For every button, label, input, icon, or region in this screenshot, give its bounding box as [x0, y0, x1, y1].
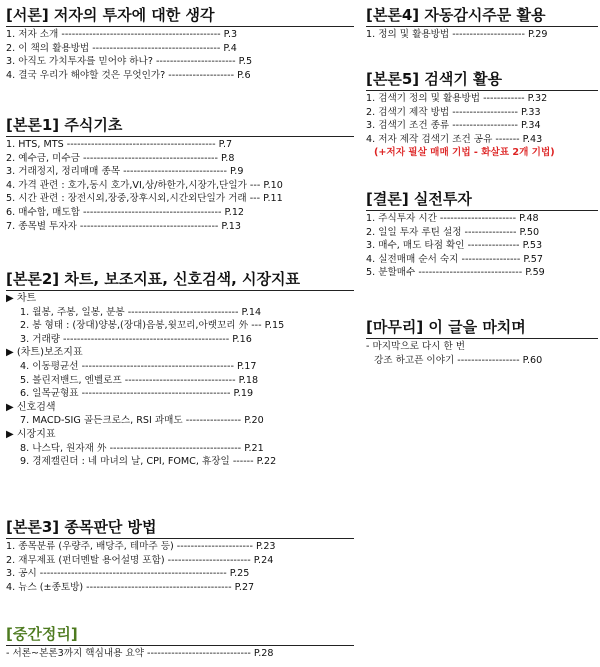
toc-entry: 5. 볼린저밴드, 엔벨로프 -------------------------------- P.18 — [20, 374, 259, 386]
toc-entry: 4. 이동평균선 -------------------------------------------- P.17 — [20, 360, 257, 372]
toc-entry: 5. 시간 관련 : 장전시외,장중,장후시외,시간외단일가 거래 --- P.11 — [6, 193, 283, 205]
toc-entry: 1. 검색기 정의 및 활용방법 ------------ P.32 — [366, 93, 548, 104]
section-intro — [6, 6, 354, 82]
toc-entry: 6. 매수합, 매도합 ---------------------------------------- P.12 — [6, 206, 245, 218]
toc-entry: 4. 가격 관련 : 호가,동시 호가,VI,상/하한가,시장가,단일가 --- P.10 — [6, 179, 283, 191]
toc-entry: 7. MACD-SIG 골든크로스, RSI 과매도 ---------------- P.20 — [20, 415, 264, 427]
toc-entry: 3. 공시 ------------------------------------------------------ P.25 — [6, 568, 250, 580]
section-title: [본론3] 종목판단 방법 — [6, 518, 354, 539]
toc-entry: 1. 월봉, 주봉, 일봉, 분봉 -------------------------------- P.14 — [20, 306, 262, 318]
toc-entry: 1. 정의 및 활용방법 --------------------- P.29 — [366, 29, 548, 40]
group-heading: ▶ 시장지표 — [6, 428, 56, 440]
toc-entry: 2. 검색기 제작 방법 ------------------- P.33 — [366, 106, 541, 118]
toc-entry: 1. 주식투자 시간 ---------------------- P.48 — [366, 213, 539, 224]
section-body3 — [6, 518, 354, 594]
toc-entry: 2. 예수금, 미수금 --------------------------------------- P.8 — [6, 152, 235, 164]
toc-entry: 9. 경제캘린더 : 네 마녀의 날, CPI, FOMC, 휴장일 ------ P.22 — [20, 456, 277, 468]
section-title: [본론4] 자동감시주문 활용 — [366, 6, 598, 27]
section-title: [중간정리] — [6, 625, 354, 646]
highlight-note: (+저자 필살 매매 기법 - 화살표 2개 기법) — [374, 147, 555, 159]
toc-entry: 2. 이 책의 활용방법 ------------------------------------- P.4 — [6, 42, 237, 54]
section-midsum — [6, 625, 354, 661]
section-body1 — [6, 116, 354, 233]
toc-entry: 강조 하고픈 이야기 ------------------ P.60 — [374, 354, 543, 366]
toc-entry: 7. 종목별 투자자 ---------------------------------------- P.13 — [6, 220, 241, 232]
toc-entry: 5. 분할매수 ------------------------------ P.59 — [366, 267, 545, 279]
toc-entry: 2. 일일 투자 루틴 설정 --------------- P.50 — [366, 226, 540, 238]
toc-entry: 3. 거래정지, 정리매매 종목 ------------------------------ P.9 — [6, 166, 244, 178]
toc-entry: 2. 재무제표 (펀더멘탈 용어설명 포함) ------------------------ P.24 — [6, 554, 274, 566]
toc-entry: 3. 거래량 ------------------------------------------------ P.16 — [20, 333, 252, 345]
toc-entry: 4. 저자 제작 검색기 조건 공유 ------- P.43 — [366, 133, 543, 145]
section-title: [서론] 저자의 투자에 대한 생각 — [6, 6, 354, 27]
toc-entry: - 서론~본론3까지 핵심내용 요약 ------------------------------ P.28 — [6, 648, 274, 659]
group-heading: ▶ (차트)보조지표 — [6, 347, 83, 359]
toc-entry: 4. 실전매매 순서 숙지 ----------------- P.57 — [366, 253, 543, 265]
section-title: [결론] 실전투자 — [366, 190, 598, 211]
section-conclusion — [366, 190, 598, 280]
toc-entry: 1. 저자 소개 ---------------------------------------------- P.3 — [6, 29, 238, 40]
section-title: [마무리] 이 글을 마치며 — [366, 318, 598, 339]
section-title: [본론5] 검색기 활용 — [366, 70, 598, 91]
group-heading: ▶ 차트 — [6, 293, 37, 304]
section-finale — [366, 318, 598, 367]
toc-entry: 3. 아직도 가치투자를 믿어야 하나? ----------------------- P.5 — [6, 56, 253, 68]
toc-entry: 1. HTS, MTS ------------------------------------------- P.7 — [6, 139, 233, 150]
toc-entry: 1. 종목분류 (우량주, 배당주, 테마주 등) ---------------------- P.23 — [6, 541, 276, 552]
toc-entry: 6. 일목균형표 ------------------------------------------- P.19 — [20, 388, 254, 400]
toc-entry: 8. 나스닥, 원자재 外 -------------------------------------- P.21 — [20, 442, 264, 454]
toc-entry: 3. 검색기 조건 종류 ------------------- P.34 — [366, 120, 541, 132]
section-title: [본론1] 주식기초 — [6, 116, 354, 137]
toc-entry: - 마지막으로 다시 한 번 — [366, 341, 466, 352]
toc-entry: 4. 뉴스 (±종토방) ------------------------------------------ P.27 — [6, 581, 255, 593]
toc-entry: 3. 매수, 매도 타점 확인 --------------- P.53 — [366, 240, 543, 252]
toc-entry: 4. 결국 우리가 해야할 것은 무엇인가? ------------------- P.6 — [6, 69, 251, 81]
toc-entry: 2. 봉 형태 : (장대)양봉,(장대)음봉,윗꼬리,아랫꼬리 外 --- P.15 — [20, 320, 285, 332]
section-title: [본론2] 차트, 보조지표, 신호검색, 시장지표 — [6, 270, 354, 291]
section-body2 — [6, 270, 354, 469]
section-body5 — [366, 70, 598, 160]
group-heading: ▶ 신호검색 — [6, 401, 56, 413]
section-body4 — [366, 6, 598, 42]
